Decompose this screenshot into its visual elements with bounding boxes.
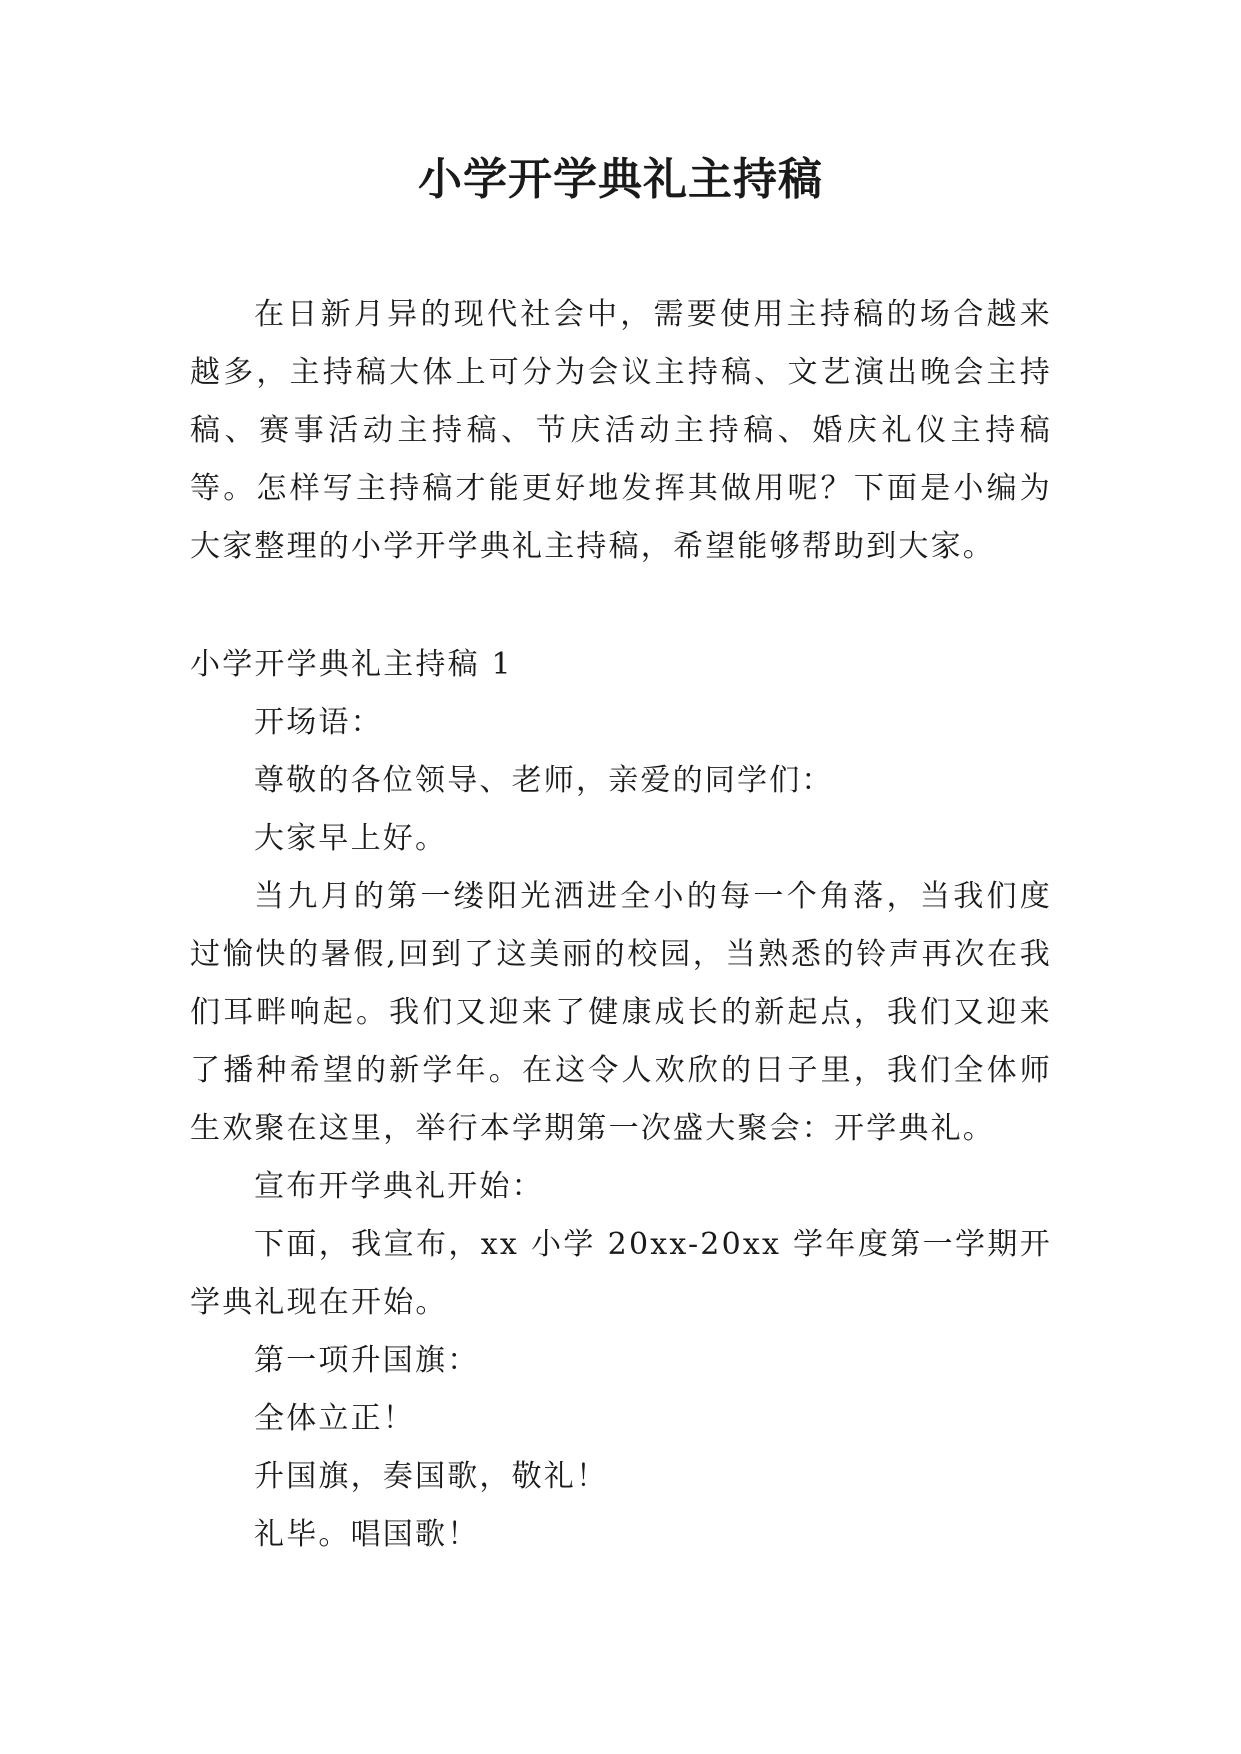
intro-block — [190, 286, 1052, 576]
paragraph-flag-item: 第一项升国旗： — [254, 1343, 480, 1378]
paragraph-raise-flag: 升国旗，奏国歌，敬礼！ — [254, 1459, 609, 1494]
paragraph-announce-label: 宣布开学典礼开始： — [254, 1169, 544, 1204]
paragraph-greeting: 尊敬的各位领导、老师，亲爱的同学们： — [254, 763, 834, 798]
paragraph-opening-speech: 当九月的第一缕阳光洒进全小的每一个角落，当我们度过愉快的暑假,回到了这美丽的校园，当熟悉的铃声再次在我们耳畔响起。我们又迎来了健康成长的新起点，我们又迎来了播种希望的新学年。在这令人欢欣的日子里，我们全体师生欢聚在这里，举行本学期第一次盛大聚会：开学典礼。 — [190, 879, 1052, 1146]
paragraph-good-morning: 大家早上好。 — [254, 821, 448, 856]
paragraph-sing-anthem: 礼毕。唱国歌！ — [254, 1517, 480, 1552]
section-heading: 小学开学典礼主持稿 1 — [190, 647, 513, 682]
paragraph-announcement: 下面，我宣布，xx 小学 20xx-20xx 学年度第一学期开学典礼现在开始。 — [190, 1227, 1052, 1320]
intro-paragraph: 在日新月异的现代社会中，需要使用主持稿的场合越来越多，主持稿大体上可分为会议主持稿、文艺演出晚会主持稿、赛事活动主持稿、节庆活动主持稿、婚庆礼仪主持稿等。怎样写主持稿才能更好地发挥其做用呢？下面是小编为大家整理的小学开学典礼主持稿，希望能够帮助到大家。 — [190, 297, 1052, 564]
paragraph-opening-label: 开场语： — [254, 705, 383, 740]
document-title: 小学开学典礼主持稿 — [418, 154, 823, 205]
script-body — [190, 636, 1052, 1564]
paragraph-attention: 全体立正！ — [254, 1401, 415, 1436]
